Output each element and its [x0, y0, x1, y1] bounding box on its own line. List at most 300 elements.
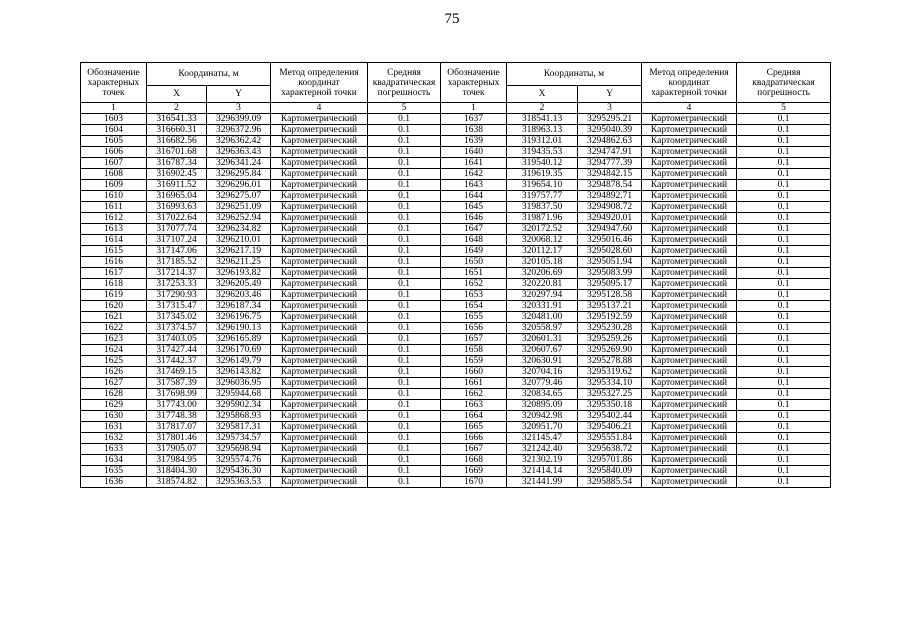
coord-x-cell: 317214.37 [147, 268, 207, 279]
coord-x-cell: 317801.46 [147, 433, 207, 444]
coord-x-cell: 317403.05 [147, 334, 207, 345]
coord-y-cell: 3295406.21 [578, 422, 642, 433]
column-number: 2 [507, 103, 578, 114]
error-cell: 0.1 [737, 224, 831, 235]
point-id-cell: 1669 [441, 466, 507, 477]
error-cell: 0.1 [368, 279, 441, 290]
coord-y-cell: 3295016.46 [578, 235, 642, 246]
method-cell: Картометрический [642, 411, 737, 422]
point-id-cell: 1661 [441, 378, 507, 389]
column-number: 1 [81, 103, 147, 114]
point-id-cell: 1622 [81, 323, 147, 334]
coord-y-cell: 3295363.53 [207, 477, 271, 488]
error-cell: 0.1 [737, 433, 831, 444]
header-method-label: Метод определения координат характерной точки [642, 63, 737, 103]
table-row [81, 334, 831, 345]
error-cell: 0.1 [737, 235, 831, 246]
coord-x-cell: 316541.33 [147, 114, 207, 125]
coord-x-cell: 320105.18 [507, 257, 578, 268]
coord-y-cell: 3295040.39 [578, 125, 642, 136]
coord-y-cell: 3296193.82 [207, 268, 271, 279]
coord-y-cell: 3295269.90 [578, 345, 642, 356]
point-id-cell: 1666 [441, 433, 507, 444]
method-cell: Картометрический [271, 323, 368, 334]
error-cell: 0.1 [368, 224, 441, 235]
table-row [81, 169, 831, 180]
method-cell: Картометрический [271, 422, 368, 433]
method-cell: Картометрический [271, 356, 368, 367]
error-cell: 0.1 [368, 136, 441, 147]
coord-x-cell: 320068.12 [507, 235, 578, 246]
table-row [81, 477, 831, 488]
point-id-cell: 1652 [441, 279, 507, 290]
coord-y-cell: 3295319.62 [578, 367, 642, 378]
method-cell: Картометрический [271, 400, 368, 411]
error-cell: 0.1 [368, 356, 441, 367]
table-row [81, 367, 831, 378]
header-x: X [507, 86, 578, 103]
method-cell: Картометрический [271, 312, 368, 323]
error-cell: 0.1 [737, 136, 831, 147]
method-cell: Картометрический [642, 477, 737, 488]
method-cell: Картометрический [271, 433, 368, 444]
method-cell: Картометрический [271, 202, 368, 213]
coord-x-cell: 320481.00 [507, 312, 578, 323]
coord-y-cell: 3295698.94 [207, 444, 271, 455]
table-row [81, 422, 831, 433]
table-row [81, 257, 831, 268]
table-row [81, 356, 831, 367]
coord-y-cell: 3296196.75 [207, 312, 271, 323]
method-cell: Картометрический [271, 290, 368, 301]
point-id-cell: 1606 [81, 147, 147, 158]
coord-y-cell: 3296217.19 [207, 246, 271, 257]
point-id-cell: 1613 [81, 224, 147, 235]
error-cell: 0.1 [368, 334, 441, 345]
column-number: 2 [147, 103, 207, 114]
table-row [81, 180, 831, 191]
column-number: 4 [271, 103, 368, 114]
coord-x-cell: 320834.65 [507, 389, 578, 400]
method-cell: Картометрический [642, 180, 737, 191]
point-id-cell: 1647 [441, 224, 507, 235]
error-cell: 0.1 [368, 235, 441, 246]
error-cell: 0.1 [368, 213, 441, 224]
error-cell: 0.1 [737, 257, 831, 268]
coord-y-cell: 3294892.71 [578, 191, 642, 202]
coord-y-cell: 3296372.96 [207, 125, 271, 136]
point-id-cell: 1662 [441, 389, 507, 400]
coord-x-cell: 317817.07 [147, 422, 207, 433]
coord-x-cell: 320220.81 [507, 279, 578, 290]
method-cell: Картометрический [271, 213, 368, 224]
coord-y-cell: 3295817.31 [207, 422, 271, 433]
coord-y-cell: 3296190.13 [207, 323, 271, 334]
coord-x-cell: 316965.04 [147, 191, 207, 202]
error-cell: 0.1 [368, 345, 441, 356]
coord-x-cell: 317698.99 [147, 389, 207, 400]
error-cell: 0.1 [737, 125, 831, 136]
coord-y-cell: 3296036.95 [207, 378, 271, 389]
coord-x-cell: 316682.56 [147, 136, 207, 147]
coord-x-cell: 319654.10 [507, 180, 578, 191]
method-cell: Картометрический [271, 444, 368, 455]
coord-x-cell: 317442.37 [147, 356, 207, 367]
method-cell: Картометрический [271, 158, 368, 169]
error-cell: 0.1 [368, 433, 441, 444]
coord-y-cell: 3295278.88 [578, 356, 642, 367]
point-id-cell: 1620 [81, 301, 147, 312]
point-id-cell: 1642 [441, 169, 507, 180]
coord-x-cell: 319871.96 [507, 213, 578, 224]
point-id-cell: 1644 [441, 191, 507, 202]
method-cell: Картометрический [642, 158, 737, 169]
point-id-cell: 1668 [441, 455, 507, 466]
coord-x-cell: 317587.39 [147, 378, 207, 389]
coord-x-cell: 320172.52 [507, 224, 578, 235]
method-cell: Картометрический [642, 367, 737, 378]
coord-y-cell: 3295868.93 [207, 411, 271, 422]
error-cell: 0.1 [368, 290, 441, 301]
method-cell: Картометрический [642, 235, 737, 246]
coord-y-cell: 3296203.46 [207, 290, 271, 301]
table-row [81, 125, 831, 136]
error-cell: 0.1 [737, 312, 831, 323]
coord-x-cell: 317743.00 [147, 400, 207, 411]
table-row [81, 268, 831, 279]
error-cell: 0.1 [368, 246, 441, 257]
error-cell: 0.1 [368, 389, 441, 400]
point-id-cell: 1628 [81, 389, 147, 400]
coord-x-cell: 320558.97 [507, 323, 578, 334]
method-cell: Картометрический [642, 224, 737, 235]
method-cell: Картометрический [642, 345, 737, 356]
method-cell: Картометрический [271, 455, 368, 466]
table-row [81, 224, 831, 235]
point-id-cell: 1635 [81, 466, 147, 477]
page-number: 75 [444, 11, 460, 27]
coord-x-cell: 320206.69 [507, 268, 578, 279]
method-cell: Картометрический [642, 444, 737, 455]
coordinates-table [80, 62, 831, 488]
method-cell: Картометрический [642, 356, 737, 367]
header-x: X [147, 86, 207, 103]
coord-y-cell: 3294777.39 [578, 158, 642, 169]
method-cell: Картометрический [271, 477, 368, 488]
coord-y-cell: 3295734.57 [207, 433, 271, 444]
error-cell: 0.1 [737, 158, 831, 169]
coord-x-cell: 317748.38 [147, 411, 207, 422]
method-cell: Картометрический [642, 312, 737, 323]
coord-y-cell: 3294920.01 [578, 213, 642, 224]
error-cell: 0.1 [737, 169, 831, 180]
method-cell: Картометрический [642, 268, 737, 279]
method-cell: Картометрический [271, 235, 368, 246]
coord-x-cell: 318404.30 [147, 466, 207, 477]
column-number: 3 [207, 103, 271, 114]
coord-x-cell: 317185.52 [147, 257, 207, 268]
header-point-label: Обозначение характерных точек [81, 63, 147, 103]
point-id-cell: 1658 [441, 345, 507, 356]
coord-x-cell: 320942.98 [507, 411, 578, 422]
coord-x-cell: 320331.91 [507, 301, 578, 312]
table-row [81, 158, 831, 169]
point-id-cell: 1670 [441, 477, 507, 488]
table-row [81, 433, 831, 444]
method-cell: Картометрический [271, 367, 368, 378]
point-id-cell: 1665 [441, 422, 507, 433]
table-row [81, 455, 831, 466]
coord-y-cell: 3296341.24 [207, 158, 271, 169]
method-cell: Картометрический [271, 191, 368, 202]
point-id-cell: 1619 [81, 290, 147, 301]
error-cell: 0.1 [737, 455, 831, 466]
coord-x-cell: 320895.09 [507, 400, 578, 411]
method-cell: Картометрический [271, 345, 368, 356]
point-id-cell: 1629 [81, 400, 147, 411]
coord-y-cell: 3294908.72 [578, 202, 642, 213]
point-id-cell: 1612 [81, 213, 147, 224]
header-y: Y [578, 86, 642, 103]
point-id-cell: 1632 [81, 433, 147, 444]
coord-x-cell: 319757.77 [507, 191, 578, 202]
coord-y-cell: 3296252.94 [207, 213, 271, 224]
coord-x-cell: 316660.31 [147, 125, 207, 136]
coord-y-cell: 3295574.76 [207, 455, 271, 466]
error-cell: 0.1 [737, 334, 831, 345]
method-cell: Картометрический [271, 257, 368, 268]
method-cell: Картометрический [642, 114, 737, 125]
table-row [81, 246, 831, 257]
coord-y-cell: 3295638.72 [578, 444, 642, 455]
point-id-cell: 1627 [81, 378, 147, 389]
method-cell: Картометрический [642, 422, 737, 433]
error-cell: 0.1 [368, 455, 441, 466]
point-id-cell: 1611 [81, 202, 147, 213]
method-cell: Картометрический [271, 147, 368, 158]
coord-y-cell: 3295885.54 [578, 477, 642, 488]
point-id-cell: 1645 [441, 202, 507, 213]
coord-x-cell: 318963.13 [507, 125, 578, 136]
coord-y-cell: 3296296.01 [207, 180, 271, 191]
method-cell: Картометрический [271, 334, 368, 345]
error-cell: 0.1 [368, 114, 441, 125]
method-cell: Картометрический [271, 169, 368, 180]
coord-x-cell: 319435.53 [507, 147, 578, 158]
header-coords-label: Координаты, м [147, 63, 271, 86]
method-cell: Картометрический [271, 378, 368, 389]
coord-y-cell: 3295083.99 [578, 268, 642, 279]
coord-y-cell: 3296211.25 [207, 257, 271, 268]
coord-y-cell: 3296143.82 [207, 367, 271, 378]
coord-x-cell: 316911.52 [147, 180, 207, 191]
point-id-cell: 1656 [441, 323, 507, 334]
point-id-cell: 1659 [441, 356, 507, 367]
error-cell: 0.1 [737, 345, 831, 356]
point-id-cell: 1651 [441, 268, 507, 279]
method-cell: Картометрический [642, 125, 737, 136]
point-id-cell: 1637 [441, 114, 507, 125]
point-id-cell: 1636 [81, 477, 147, 488]
point-id-cell: 1614 [81, 235, 147, 246]
coord-x-cell: 317345.02 [147, 312, 207, 323]
error-cell: 0.1 [368, 191, 441, 202]
table-row [81, 378, 831, 389]
table-row [81, 444, 831, 455]
error-cell: 0.1 [737, 378, 831, 389]
coord-x-cell: 320297.94 [507, 290, 578, 301]
table-row [81, 389, 831, 400]
coord-y-cell: 3295840.09 [578, 466, 642, 477]
point-id-cell: 1626 [81, 367, 147, 378]
point-id-cell: 1603 [81, 114, 147, 125]
header-method-label: Метод определения координат характерной точки [271, 63, 368, 103]
method-cell: Картометрический [271, 279, 368, 290]
error-cell: 0.1 [737, 389, 831, 400]
coord-y-cell: 3295350.18 [578, 400, 642, 411]
error-cell: 0.1 [737, 356, 831, 367]
point-id-cell: 1646 [441, 213, 507, 224]
coord-x-cell: 316701.68 [147, 147, 207, 158]
method-cell: Картометрический [271, 180, 368, 191]
table-row [81, 213, 831, 224]
coord-x-cell: 317077.74 [147, 224, 207, 235]
coord-x-cell: 316993.63 [147, 202, 207, 213]
coord-x-cell: 317253.33 [147, 279, 207, 290]
point-id-cell: 1605 [81, 136, 147, 147]
point-id-cell: 1630 [81, 411, 147, 422]
coord-y-cell: 3296149.79 [207, 356, 271, 367]
method-cell: Картометрический [642, 279, 737, 290]
error-cell: 0.1 [368, 411, 441, 422]
point-id-cell: 1667 [441, 444, 507, 455]
method-cell: Картометрический [642, 202, 737, 213]
point-id-cell: 1650 [441, 257, 507, 268]
coord-x-cell: 320630.91 [507, 356, 578, 367]
point-id-cell: 1624 [81, 345, 147, 356]
coord-y-cell: 3296170.69 [207, 345, 271, 356]
coord-y-cell: 3295334.10 [578, 378, 642, 389]
column-number: 4 [642, 103, 737, 114]
header-point-label: Обозначение характерных точек [441, 63, 507, 103]
header-y: Y [207, 86, 271, 103]
column-number: 5 [737, 103, 831, 114]
error-cell: 0.1 [368, 477, 441, 488]
point-id-cell: 1640 [441, 147, 507, 158]
point-id-cell: 1617 [81, 268, 147, 279]
coord-x-cell: 317107.24 [147, 235, 207, 246]
coord-y-cell: 3295095.17 [578, 279, 642, 290]
coord-x-cell: 320601.31 [507, 334, 578, 345]
coord-x-cell: 317984.95 [147, 455, 207, 466]
error-cell: 0.1 [368, 125, 441, 136]
point-id-cell: 1604 [81, 125, 147, 136]
header-error-label: Средняя квадратическая погрешность [368, 63, 441, 103]
error-cell: 0.1 [737, 268, 831, 279]
coord-y-cell: 3294862.63 [578, 136, 642, 147]
coord-x-cell: 320779.46 [507, 378, 578, 389]
coord-y-cell: 3295902.34 [207, 400, 271, 411]
column-number: 5 [368, 103, 441, 114]
table-row [81, 202, 831, 213]
coord-y-cell: 3296275.07 [207, 191, 271, 202]
coord-x-cell: 319540.12 [507, 158, 578, 169]
method-cell: Картометрический [642, 400, 737, 411]
coord-y-cell: 3295137.21 [578, 301, 642, 312]
point-id-cell: 1615 [81, 246, 147, 257]
coord-y-cell: 3294878.54 [578, 180, 642, 191]
error-cell: 0.1 [737, 279, 831, 290]
coord-x-cell: 316787.34 [147, 158, 207, 169]
method-cell: Картометрический [642, 290, 737, 301]
header-coords-label: Координаты, м [507, 63, 642, 86]
error-cell: 0.1 [368, 312, 441, 323]
error-cell: 0.1 [737, 301, 831, 312]
error-cell: 0.1 [737, 180, 831, 191]
table-row [81, 191, 831, 202]
point-id-cell: 1607 [81, 158, 147, 169]
error-cell: 0.1 [737, 400, 831, 411]
coord-y-cell: 3295192.59 [578, 312, 642, 323]
error-cell: 0.1 [368, 378, 441, 389]
table-body [81, 114, 831, 488]
table-row [81, 147, 831, 158]
point-id-cell: 1654 [441, 301, 507, 312]
coord-y-cell: 3295051.94 [578, 257, 642, 268]
coord-x-cell: 317469.15 [147, 367, 207, 378]
point-id-cell: 1616 [81, 257, 147, 268]
point-id-cell: 1648 [441, 235, 507, 246]
coord-y-cell: 3295551.84 [578, 433, 642, 444]
coord-x-cell: 317147.06 [147, 246, 207, 257]
point-id-cell: 1621 [81, 312, 147, 323]
column-number: 3 [578, 103, 642, 114]
coord-x-cell: 319312.01 [507, 136, 578, 147]
method-cell: Картометрический [642, 147, 737, 158]
point-id-cell: 1623 [81, 334, 147, 345]
point-id-cell: 1649 [441, 246, 507, 257]
error-cell: 0.1 [737, 114, 831, 125]
coord-x-cell: 320951.70 [507, 422, 578, 433]
table-row [81, 345, 831, 356]
method-cell: Картометрический [642, 378, 737, 389]
method-cell: Картометрический [271, 411, 368, 422]
table-row [81, 136, 831, 147]
point-id-cell: 1633 [81, 444, 147, 455]
point-id-cell: 1634 [81, 455, 147, 466]
point-id-cell: 1631 [81, 422, 147, 433]
coord-x-cell: 318574.82 [147, 477, 207, 488]
method-cell: Картометрический [642, 246, 737, 257]
method-cell: Картометрический [271, 246, 368, 257]
coord-y-cell: 3295259.26 [578, 334, 642, 345]
header-error-label: Средняя квадратическая погрешность [737, 63, 831, 103]
method-cell: Картометрический [642, 323, 737, 334]
point-id-cell: 1655 [441, 312, 507, 323]
coord-x-cell: 317315.47 [147, 301, 207, 312]
method-cell: Картометрический [271, 466, 368, 477]
error-cell: 0.1 [368, 169, 441, 180]
coord-x-cell: 321242.40 [507, 444, 578, 455]
point-id-cell: 1638 [441, 125, 507, 136]
coord-y-cell: 3295128.58 [578, 290, 642, 301]
point-id-cell: 1643 [441, 180, 507, 191]
coord-x-cell: 320607.67 [507, 345, 578, 356]
coord-x-cell: 317290.93 [147, 290, 207, 301]
coord-y-cell: 3294747.91 [578, 147, 642, 158]
table-row [81, 400, 831, 411]
coord-x-cell: 319619.35 [507, 169, 578, 180]
